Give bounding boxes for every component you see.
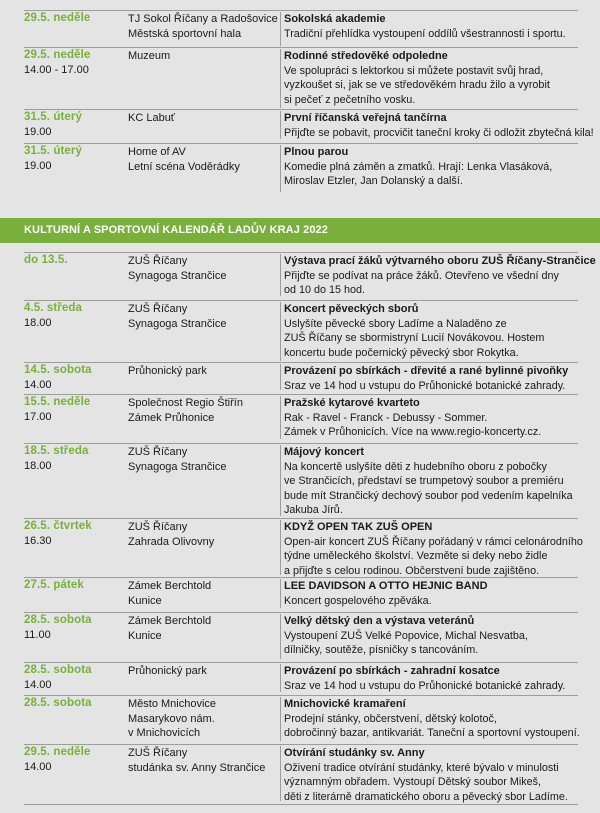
event-description xyxy=(284,317,580,361)
event-description-line: od 10 do 15 hod. xyxy=(284,284,366,296)
event-venue-line: Město Mnichovice xyxy=(128,698,217,710)
event-venue-line: ZUŠ Říčany xyxy=(128,521,188,533)
event-venue-line: v Mnichovicích xyxy=(128,727,201,739)
event-details xyxy=(280,12,580,46)
event-title: Provázení po sbírkách - zahradní kosatce xyxy=(284,665,500,677)
event-venue xyxy=(128,520,272,549)
event-details xyxy=(280,746,580,801)
event-row xyxy=(24,612,578,660)
event-details xyxy=(280,697,580,741)
event-title: Otvírání studánky sv. Anny xyxy=(284,747,425,759)
event-row xyxy=(24,744,578,802)
event-title: Výstava prací žáků výtvarného oboru ZUŠ Říčany-Strančice xyxy=(284,255,596,267)
event-description-line: dobročinný bazar, antikvariát. Taneční a sportovní vystoupení. xyxy=(284,727,580,739)
event-details xyxy=(280,614,580,659)
event-description-line: Na koncertě uslyšíte děti z hudebního oboru z pobočky xyxy=(284,460,547,473)
event-description xyxy=(284,460,580,518)
event-details xyxy=(280,445,580,516)
event-row xyxy=(24,143,578,193)
event-row xyxy=(24,695,578,742)
event-title: Koncert pěveckých sborů xyxy=(284,303,419,315)
event-title: Plnou parou xyxy=(284,146,349,158)
event-row xyxy=(24,300,578,362)
event-description-line: významným obřadem. Vystoupí Dětský soubor Mikeš, xyxy=(284,776,542,788)
event-venue xyxy=(128,49,272,64)
event-date: 31.5. úterý xyxy=(24,145,82,157)
event-row xyxy=(24,518,583,577)
event-date: 14.5. sobota xyxy=(24,364,92,376)
event-description-line: Miroslav Etzler, Jan Dolanský a další. xyxy=(284,175,463,187)
event-row xyxy=(24,443,578,517)
event-title: Mnichovické kramaření xyxy=(284,698,406,710)
event-details xyxy=(280,396,580,439)
event-description-line: koncertu bude počernický pěvecký sbor Rokytka. xyxy=(284,346,519,359)
event-description-line: Koncert gospelového zpěváka. xyxy=(284,594,432,607)
event-description-line: Open-air koncert ZUŠ Říčany pořádaný v rámci celonárodního xyxy=(284,535,583,548)
event-venue-line: KC Labuť xyxy=(128,112,175,124)
event-venue xyxy=(128,746,272,775)
event-time: 14.00 xyxy=(24,379,52,391)
event-venue-line: Masarykovo nám. xyxy=(128,712,215,725)
event-title: První říčanská veřejná tančírna xyxy=(284,112,447,124)
event-description-line: Tradiční přehlídka vystoupení oddílů všestrannosti i sportu. xyxy=(284,27,566,40)
event-description-line: Oživení tradice otvírání studánky, které bývalo v minulosti xyxy=(284,761,559,774)
event-date: 29.5. neděle xyxy=(24,12,91,24)
event-description-line: Přijďte se podívat na práce žáků. Otevřeno ve všední dny xyxy=(284,269,559,282)
event-title: LEE DAVIDSON A OTTO HEJNIC BAND xyxy=(284,580,488,592)
event-date: 26.5. čtvrtek xyxy=(24,520,92,532)
event-date: 31.5. úterý xyxy=(24,111,82,123)
event-description-line: ZUŠ Říčany se sbormistryní Lucií Novákovou. Hostem xyxy=(284,332,545,344)
event-row xyxy=(24,252,596,297)
event-venue-line: Zámek Berchtold xyxy=(128,580,212,592)
event-details xyxy=(280,579,580,608)
event-venue xyxy=(128,111,272,126)
event-row xyxy=(24,10,578,47)
event-description-line: Rak - Ravel - Franck - Debussy - Sommer. xyxy=(284,411,488,424)
event-venue xyxy=(128,364,272,379)
event-venue xyxy=(128,145,272,174)
event-description-line: Zámek v Průhonicích. Více na www.regio-koncerty.cz. xyxy=(284,426,542,438)
event-date: do 13.5. xyxy=(24,254,68,266)
event-description xyxy=(284,379,580,394)
event-title: Rodinné středověké odpoledne xyxy=(284,50,448,62)
event-date: 15.5. neděle xyxy=(24,396,91,408)
event-venue-line: Průhonický park xyxy=(128,665,207,677)
event-description-line: ve Strančicích, představí se trumpetový soubor a premiéru xyxy=(284,475,564,487)
calendar-banner: KULTURNÍ A SPORTOVNÍ KALENDÁŘ LADŮV KRAJ 2022 xyxy=(0,218,600,243)
event-description-line: Vystoupení ZUŠ Velké Popovice, Michal Nesvatba, xyxy=(284,629,528,642)
event-venue-line: ZUŠ Říčany xyxy=(128,446,188,458)
event-description-line: Uslyšíte pěvecké sbory Ladíme a Naladěno ze xyxy=(284,317,507,330)
event-details xyxy=(280,520,583,577)
event-description-line: děti z literárně dramatického oboru a pěvecký sbor Ladíme. xyxy=(284,790,568,803)
event-description xyxy=(284,535,583,579)
event-time: 18.00 xyxy=(24,317,52,329)
event-venue-line: Průhonický park xyxy=(128,365,207,377)
event-details xyxy=(280,145,580,192)
event-venue-line: Synagoga Strančice xyxy=(128,460,227,473)
event-venue-line: studánka sv. Anny Strančice xyxy=(128,761,266,774)
event-venue-line: ZUŠ Říčany xyxy=(128,303,188,315)
event-description xyxy=(284,64,580,108)
event-venue-line: Home of AV xyxy=(128,146,186,158)
event-date: 27.5. pátek xyxy=(24,579,84,591)
event-description-line: Ve spolupráci s lektorkou si můžete postavit svůj hrad, xyxy=(284,64,544,77)
event-date: 28.5. sobota xyxy=(24,697,92,709)
event-title: Pražské kytarové kvarteto xyxy=(284,397,420,409)
event-details xyxy=(280,364,580,390)
event-time: 17.00 xyxy=(24,411,52,423)
event-description xyxy=(284,160,580,189)
event-description-line: a přijďte s celou rodinou. Občerstvení bude zajištěno. xyxy=(284,564,540,577)
event-date: 28.5. sobota xyxy=(24,664,92,676)
event-description-line: Přijďte se pobavit, procvičit taneční kroky či odložit zbytečná kila! xyxy=(284,126,594,139)
event-description xyxy=(284,411,580,440)
event-details xyxy=(280,664,580,692)
event-date: 29.5. neděle xyxy=(24,49,91,61)
event-row xyxy=(24,394,578,440)
event-venue-line: Městská sportovní hala xyxy=(128,27,242,40)
event-venue-line: Muzeum xyxy=(128,50,171,62)
event-description-line: týdne uměleckého školství. Vezměte si deky nebo židle xyxy=(284,550,548,562)
event-description-line: dílničky, soutěže, písničky s tancováním. xyxy=(284,644,479,656)
event-venue xyxy=(128,614,272,643)
event-description xyxy=(284,761,580,805)
event-venue-line: Společnost Regio Štiřín xyxy=(128,397,243,409)
event-row xyxy=(24,577,578,609)
event-date: 29.5. neděle xyxy=(24,746,91,758)
event-details xyxy=(280,254,596,296)
event-description xyxy=(284,629,580,658)
event-venue xyxy=(128,697,272,741)
event-description xyxy=(284,594,580,609)
event-venue xyxy=(128,396,272,425)
event-venue-line: Zahrada Olivovny xyxy=(128,535,215,548)
event-time: 14.00 xyxy=(24,761,52,773)
event-time: 19.00 xyxy=(24,126,52,138)
event-row xyxy=(24,662,578,693)
event-details xyxy=(280,302,580,361)
event-time: 14.00 xyxy=(24,679,52,691)
event-date: 28.5. sobota xyxy=(24,614,92,626)
event-venue-line: Synagoga Strančice xyxy=(128,317,227,330)
event-date: 18.5. středa xyxy=(24,445,89,457)
event-title: Májový koncert xyxy=(284,446,365,458)
event-venue-line: TJ Sokol Říčany a Radošovice xyxy=(128,13,278,25)
event-venue-line: Synagoga Strančice xyxy=(128,269,227,282)
event-time: 11.00 xyxy=(24,629,51,641)
event-venue-line: Kunice xyxy=(128,629,162,642)
event-venue-line: Zámek Berchtold xyxy=(128,615,212,627)
event-row xyxy=(24,362,578,391)
event-time: 16.30 xyxy=(24,535,52,547)
event-description-line: vyzkoušet si, jak se ve středověkém hradu žilo a vyrobit xyxy=(284,79,550,91)
event-time: 19.00 xyxy=(24,160,52,172)
event-details xyxy=(280,49,580,108)
event-venue xyxy=(128,12,278,41)
event-venue xyxy=(128,664,272,679)
event-venue-line: Letní scéna Voděrádky xyxy=(128,160,240,173)
event-description-line: Prodejní stánky, občerstvení, dětský kolotoč, xyxy=(284,712,497,725)
event-venue-line: Zámek Průhonice xyxy=(128,411,215,424)
event-date: 4.5. středa xyxy=(24,302,82,314)
event-description-line: Sraz ve 14 hod u vstupu do Průhonické botanické zahrady. xyxy=(284,379,566,392)
event-title: Sokolská akademie xyxy=(284,13,386,25)
event-time: 14.00 - 17.00 xyxy=(24,64,89,76)
event-description xyxy=(284,269,580,298)
event-venue xyxy=(128,445,272,474)
event-venue xyxy=(128,579,272,608)
event-row xyxy=(24,47,578,109)
event-description xyxy=(284,679,580,694)
event-title: Velký dětský den a výstava veteránů xyxy=(284,615,475,627)
event-description xyxy=(284,712,580,741)
event-venue-line: ZUŠ Říčany xyxy=(128,255,188,267)
event-description-line: Komedie plná záměn a zmatků. Hrají: Lenka Vlasáková, xyxy=(284,160,553,173)
event-time: 18.00 xyxy=(24,460,52,472)
event-description-line: si pečeť z pečetního vosku. xyxy=(284,93,416,106)
event-title: Provázení po sbírkách - dřevité a rané bylinné pivoňky xyxy=(284,365,569,377)
event-venue xyxy=(128,254,272,283)
event-venue xyxy=(128,302,272,331)
event-title: KDYŽ OPEN TAK ZUŠ OPEN xyxy=(284,521,433,533)
bottom-divider xyxy=(24,804,578,805)
event-venue-line: Kunice xyxy=(128,594,162,607)
event-details xyxy=(280,111,594,139)
event-description xyxy=(284,126,594,141)
event-description xyxy=(284,27,580,42)
event-description-line: Jakuba Jírů. xyxy=(284,504,343,516)
event-description-line: Sraz ve 14 hod u vstupu do Průhonické botanické zahrady. xyxy=(284,679,566,692)
event-description-line: bude mít Strančický dechový soubor pod vedením kapelníka xyxy=(284,489,573,502)
event-venue-line: ZUŠ Říčany xyxy=(128,747,188,759)
event-row xyxy=(24,109,594,140)
